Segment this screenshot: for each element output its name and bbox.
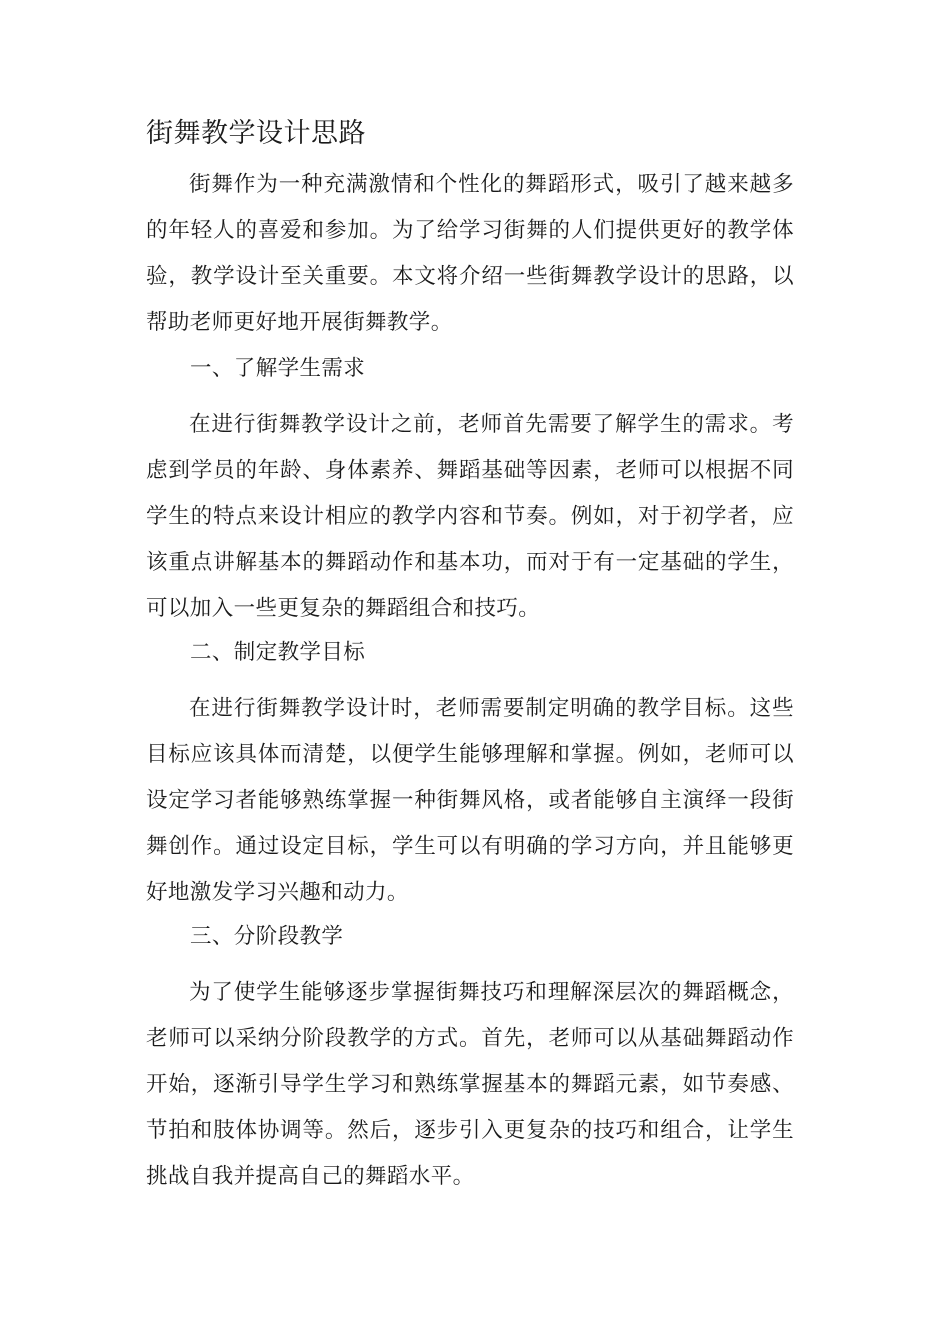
intro-paragraph: 街舞作为一种充满激情和个性化的舞蹈形式，吸引了越来越多的年轻人的喜爱和参加。为了给学习街舞的人们提供更好的教学体验，教学设计至关重要。本文将介绍一些街舞教学设计的思路，以帮助老师更好地开展街舞教学。: [146, 172, 794, 335]
section-paragraph-1: 在进行街舞教学设计之前，老师首先需要了解学生的需求。考虑到学员的年龄、身体素养、舞蹈基础等因素，老师可以根据不同学生的特点来设计相应的教学内容和节奏。例如，对于初学者，应该重点讲解基本的舞蹈动作和基本功，而对于有一定基础的学生，可以加入一些更复杂的舞蹈组合和技巧。: [146, 412, 794, 621]
section-heading-1: 一、了解学生需求: [190, 356, 366, 381]
document-title: 街舞教学设计思路: [146, 118, 366, 149]
section-heading-2: 二、制定教学目标: [190, 640, 366, 665]
section-paragraph-3: 为了使学生能够逐步掌握街舞技巧和理解深层次的舞蹈概念，老师可以采纳分阶段教学的方式。首先，老师可以从基础舞蹈动作开始，逐渐引导学生学习和熟练掌握基本的舞蹈元素，如节奏感、节拍和肢体协调等。然后，逐步引入更复杂的技巧和组合，让学生挑战自我并提高自己的舞蹈水平。: [146, 980, 794, 1189]
section-heading-3: 三、分阶段教学: [190, 924, 344, 949]
section-paragraph-2: 在进行街舞教学设计时，老师需要制定明确的教学目标。这些目标应该具体而清楚，以便学生能够理解和掌握。例如，老师可以设定学习者能够熟练掌握一种街舞风格，或者能够自主演绎一段街舞创作。通过设定目标，学生可以有明确的学习方向，并且能够更好地激发学习兴趣和动力。: [146, 696, 794, 905]
